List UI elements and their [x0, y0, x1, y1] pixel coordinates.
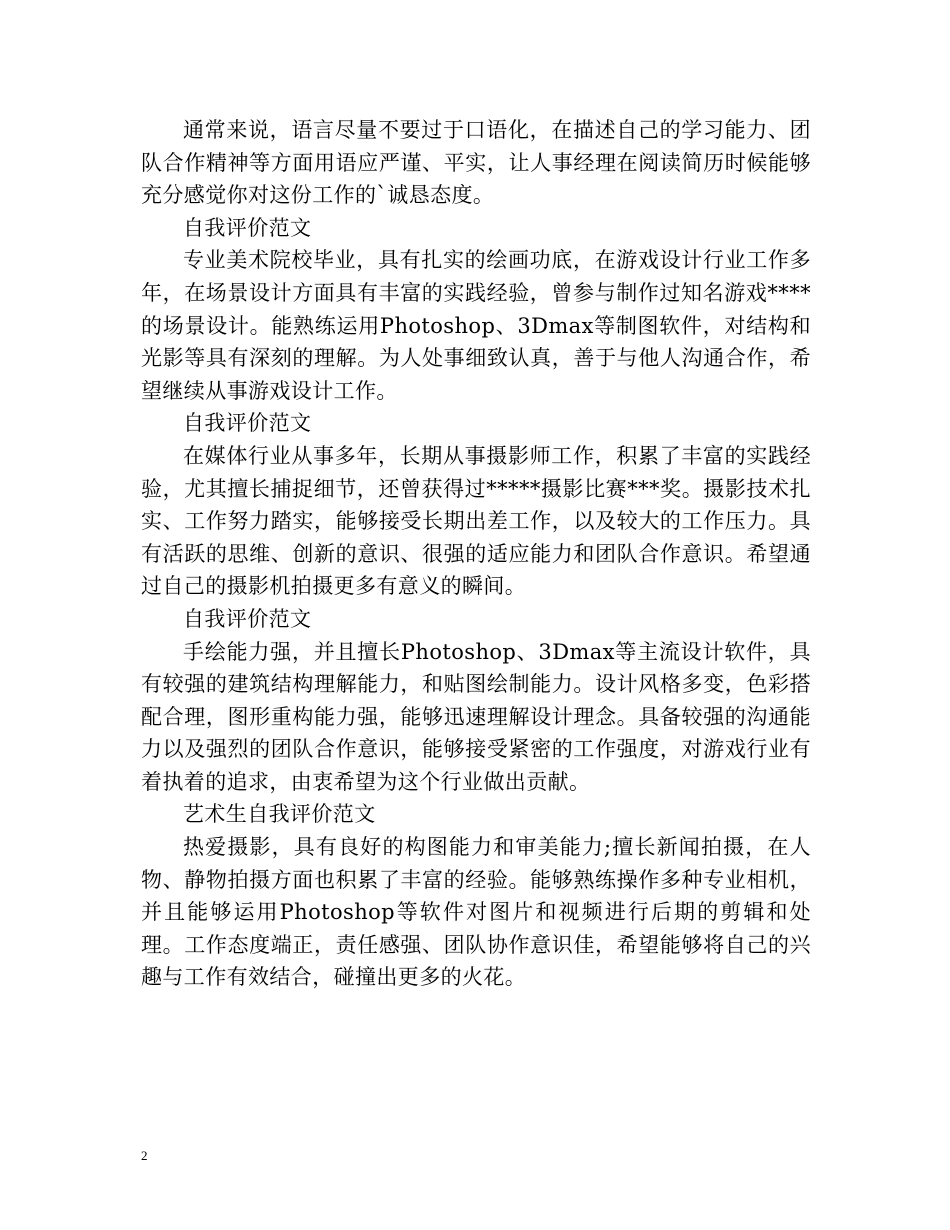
paragraph-sample-4: 热爱摄影，具有良好的构图能力和审美能力;擅长新闻拍摄，在人物、静物拍摄方面也积累了丰富的经验。能够熟练操作多种专业相机，并且能够运用Photoshop等软件对图片和视频进行后期的剪辑和处理。工作态度端正，责任感强、团队协作意识佳，希望能够将自己的兴趣与工作有效结合，碰撞出更多的火花。 [141, 835, 811, 990]
section-heading-2: 自我评价范文 [183, 411, 312, 436]
document-body [141, 114, 811, 994]
paragraph-sample-2: 在媒体行业从事多年，长期从事摄影师工作，积累了丰富的实践经验，尤其擅长捕捉细节，还曾获得过*****摄影比赛***奖。摄影技术扎实、工作努力踏实，能够接受长期出差工作，以及较大的工作压力。具有活跃的思维、创新的意识、很强的适应能力和团队合作意识。希望通过自己的摄影机拍摄更多有意义的瞬间。 [141, 443, 811, 599]
section-heading-4: 艺术生自我评价范文 [183, 802, 376, 827]
section-heading-1: 自我评价范文 [183, 215, 312, 240]
paragraph-intro: 通常来说，语言尽量不要过于口语化，在描述自己的学习能力、团队合作精神等方面用语应严谨、平实，让人事经理在阅读简历时候能够充分感觉你对这份工作的`诚恳态度。 [141, 118, 811, 208]
page-number: 2 [141, 1148, 148, 1163]
section-heading-3: 自我评价范文 [183, 606, 312, 631]
paragraph-sample-1: 专业美术院校毕业，具有扎实的绘画功底，在游戏设计行业工作多年，在场景设计方面具有丰富的实践经验，曾参与制作过知名游戏****的场景设计。能熟练运用Photoshop、3Dmax等制图软件，对结构和光影等具有深刻的理解。为人处事细致认真，善于与他人沟通合作，希望继续从事游戏设计工作。 [141, 248, 811, 403]
paragraph-sample-3: 手绘能力强，并且擅长Photoshop、3Dmax等主流设计软件，具有较强的建筑结构理解能力，和贴图绘制能力。设计风格多变，色彩搭配合理，图形重构能力强，能够迅速理解设计理念。具备较强的沟通能力以及强烈的团队合作意识，能够接受紧密的工作强度，对游戏行业有着执着的追求，由衷希望为这个行业做出贡献。 [141, 639, 811, 794]
